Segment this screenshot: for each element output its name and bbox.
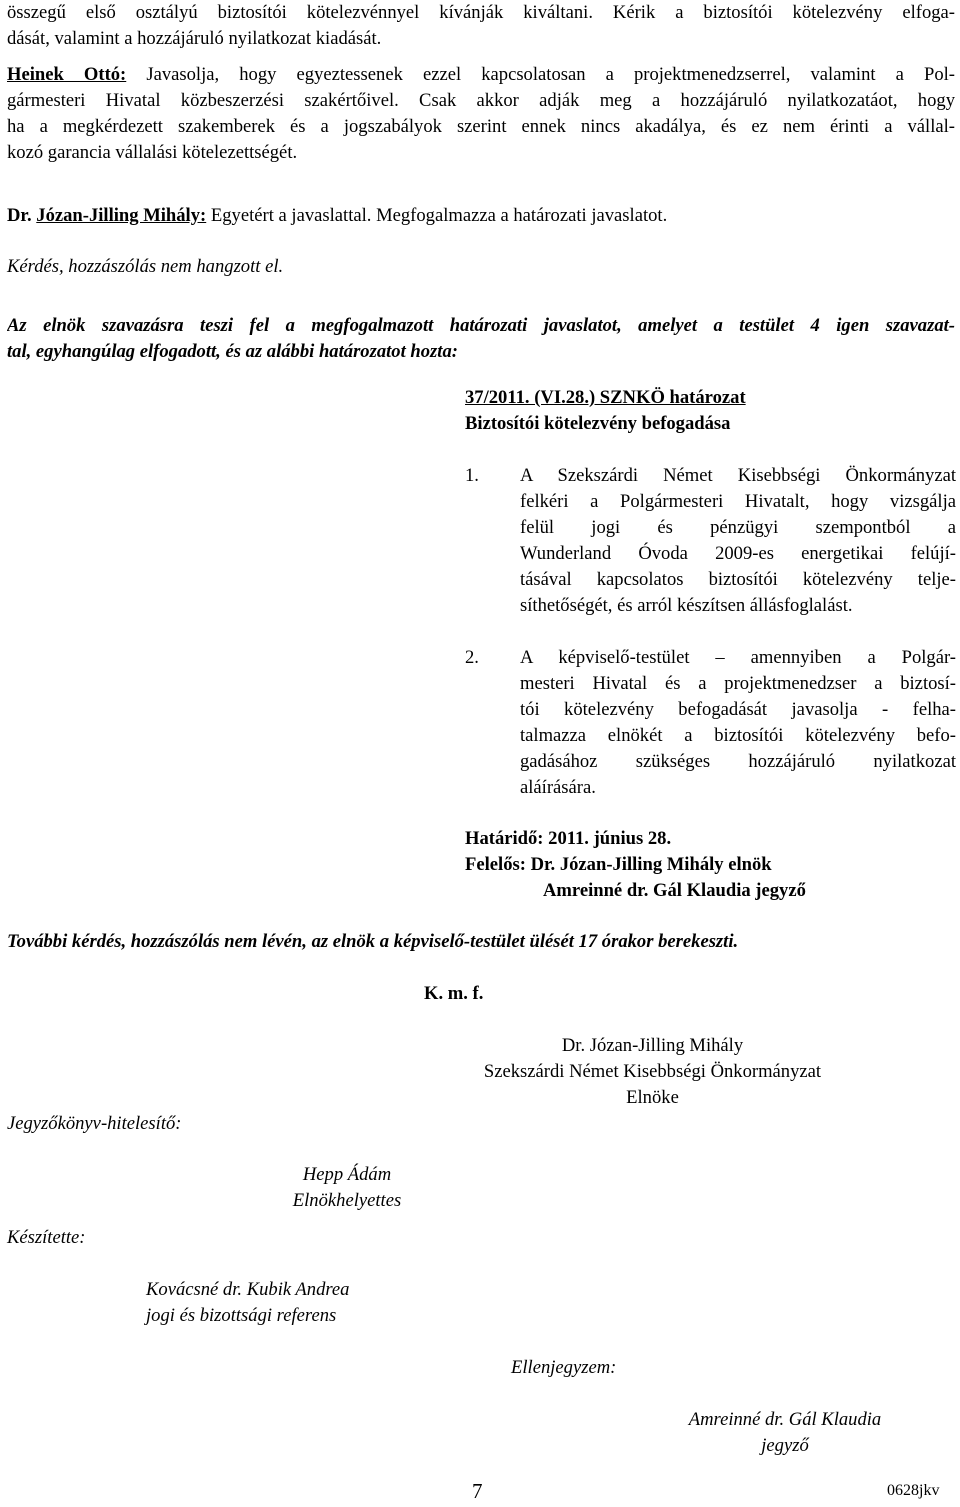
- responsible-text: Amreinné dr. Gál Klaudia jegyző: [543, 880, 806, 901]
- speech-text: Egyetért a javaslattal. Megfogalmazza a határozati javaslatot.: [210, 205, 668, 226]
- signatory-role: Elnökhelyettes: [292, 1190, 402, 1211]
- text-line: gadásához szükséges hozzájáruló nyilatkozat: [520, 751, 956, 772]
- text-line: A képviselő-testület – amennyiben a Polgár-: [520, 647, 956, 668]
- document-code: 0628jkv: [887, 1482, 940, 1499]
- text-line: A Szekszárdi Német Kisebbségi Önkormányzat: [520, 465, 956, 486]
- responsible: [465, 852, 772, 878]
- text-line: aláírására.: [520, 777, 596, 798]
- authenticator-signature: [277, 1162, 417, 1214]
- countersigner-signature: [660, 1407, 910, 1459]
- text-line: mesteri Hivatal és a projektmenedzser a biztosí-: [520, 673, 956, 694]
- note-text: Kérdés, hozzászólás nem hangzott el.: [7, 256, 284, 277]
- responsible-second: [543, 878, 806, 904]
- text-line: tásával kapcsolatos biztosítói kötelezvény telje-: [520, 569, 956, 590]
- resolution-title: [465, 411, 730, 437]
- chair-signature: [445, 1033, 860, 1111]
- page-number: 7: [472, 1479, 483, 1503]
- item-number: 2.: [465, 647, 479, 668]
- text-line: felkéri a Polgármesteri Hivatalt, hogy vizsgálja: [520, 491, 956, 512]
- label-text: Készítette:: [7, 1227, 86, 1248]
- text-line: síthetőségét, és arról készítsen állásfoglalást.: [520, 595, 853, 616]
- text-line: dását, valamint a hozzájáruló nyilatkozat kiadását.: [7, 28, 382, 49]
- deadline: [465, 826, 671, 852]
- signatory-org: Szekszárdi Német Kisebbségi Önkormányzat: [483, 1061, 822, 1082]
- item-body: [520, 645, 956, 801]
- speaker-name: Heinek Ottó:: [7, 64, 127, 85]
- item-body: [520, 463, 956, 619]
- speaker-name: Józan-Jilling Mihály:: [36, 205, 207, 226]
- paragraph-chair-statement: [7, 203, 667, 229]
- signatory-name: Amreinné dr. Gál Klaudia: [688, 1409, 882, 1430]
- text-line: összegű első osztályú biztosítói kötelezvénnyel kívánják kiváltani. Kérik a biztosítói kötelezvény elfoga-: [7, 2, 955, 23]
- closing-text: További kérdés, hozzászólás nem lévén, az elnök a képviselő-testület ülését 17 órakor berekeszti.: [7, 931, 739, 952]
- paragraph-vote: [7, 313, 955, 365]
- signatory-name: Hepp Ádám: [302, 1164, 392, 1185]
- text-line: [7, 62, 955, 88]
- resolution-number: [465, 385, 746, 411]
- text-line: Az elnök szavazásra teszi fel a megfogalmazott határozati javaslatot, amelyet a testület 4 igen szavazat-: [7, 315, 955, 336]
- signatory-name: Kovácsné dr. Kubik Andrea: [146, 1279, 350, 1300]
- deadline-text: Határidő: 2011. június 28.: [465, 828, 672, 849]
- paragraph-heinek: [7, 62, 955, 166]
- kmf-text: K. m. f.: [424, 983, 484, 1004]
- label-text: Jegyzőkönyv-hitelesítő:: [7, 1113, 182, 1134]
- resolution-title-text: Biztosítói kötelezvény befogadása: [465, 413, 731, 434]
- speech-text: Javasolja, hogy egyeztessenek ezzel kapcsolatosan a projektmenedzserrel, valamint a Pol-: [146, 64, 955, 85]
- countersign-label: [511, 1355, 616, 1381]
- authenticator-label: [7, 1111, 182, 1137]
- signatory-role: jogi és bizottsági referens: [146, 1305, 337, 1326]
- item-number: 1.: [465, 465, 479, 486]
- signatory-role: jegyző: [761, 1435, 809, 1456]
- closing-statement: [7, 929, 738, 955]
- paragraph-no-questions: [7, 254, 283, 280]
- text-line: tal, egyhangúlag elfogadott, és az alábbi határozatot hozta:: [7, 341, 458, 362]
- signatory-name: Dr. Józan-Jilling Mihály: [561, 1035, 744, 1056]
- label-text: Ellenjegyzem:: [511, 1357, 617, 1378]
- preparer-signature: [146, 1277, 349, 1329]
- kmf: [424, 981, 483, 1007]
- text-line: felül jogi és pénzügyi szempontból a: [520, 517, 956, 538]
- text-line: ha a megkérdezett szakemberek és a jogszabályok szerint ennek nincs akadálya, és ez nem érinti a vállal-: [7, 116, 955, 137]
- paragraph-intro: [7, 0, 955, 52]
- text-line: talmazza elnökét a biztosítói kötelezvény befo-: [520, 725, 956, 746]
- text-line: Wunderland Óvoda 2009-es energetikai felújí-: [520, 543, 956, 564]
- responsible-text: Felelős: Dr. Józan-Jilling Mihály elnök: [465, 854, 772, 875]
- prepared-label: [7, 1225, 86, 1251]
- text-line: tói kötelezvény befogadását javasolja - felha-: [520, 699, 956, 720]
- text-line: gármesteri Hivatal közbeszerzési szakértőivel. Csak akkor adják meg a hozzájáruló nyilatkozatáot, hogy: [7, 90, 955, 111]
- resolution-number-text: 37/2011. (VI.28.) SZNKÖ határozat: [465, 387, 746, 408]
- signatory-role: Elnöke: [626, 1087, 679, 1108]
- speaker-prefix: Dr.: [7, 205, 32, 226]
- text-line: kozó garancia vállalási kötelezettségét.: [7, 142, 298, 163]
